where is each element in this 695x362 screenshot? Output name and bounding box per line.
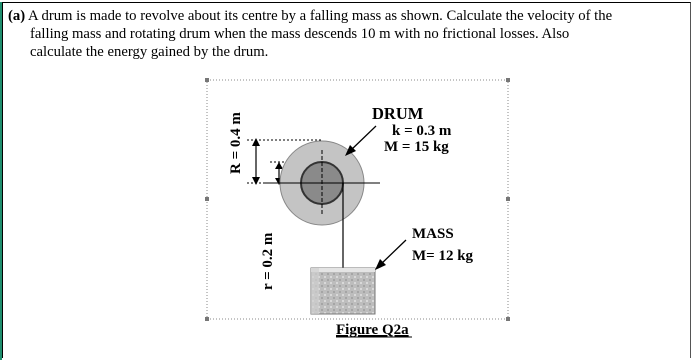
question-line-2: falling mass and rotating drum when the mass descends 10 m with no frictional losses. Also [30, 26, 570, 42]
drum [264, 141, 380, 225]
question-line-1: A drum is made to revolve about its centre by a falling mass as shown. Calculate the velocity of the [28, 8, 613, 24]
question-line-3: calculate the energy gained by the drum. [30, 44, 269, 60]
question-label: (a) [8, 8, 26, 24]
drum-label-arrow [345, 126, 376, 156]
mass-value: M= 12 kg [412, 248, 474, 264]
figure-caption: Figure Q2a [336, 322, 409, 338]
radius-r-label: r = 0.2 m [260, 232, 276, 290]
radius-R-dimension [252, 138, 260, 185]
drum-mass-value: M = 15 kg [384, 139, 449, 155]
drum-k-value: k = 0.3 m [392, 123, 452, 139]
drum-title: DRUM [372, 104, 424, 123]
mass-label-arrow [375, 240, 406, 270]
radius-R-label: R = 0.4 m [228, 112, 244, 174]
falling-mass [311, 268, 375, 314]
mass-title: MASS [412, 226, 454, 242]
